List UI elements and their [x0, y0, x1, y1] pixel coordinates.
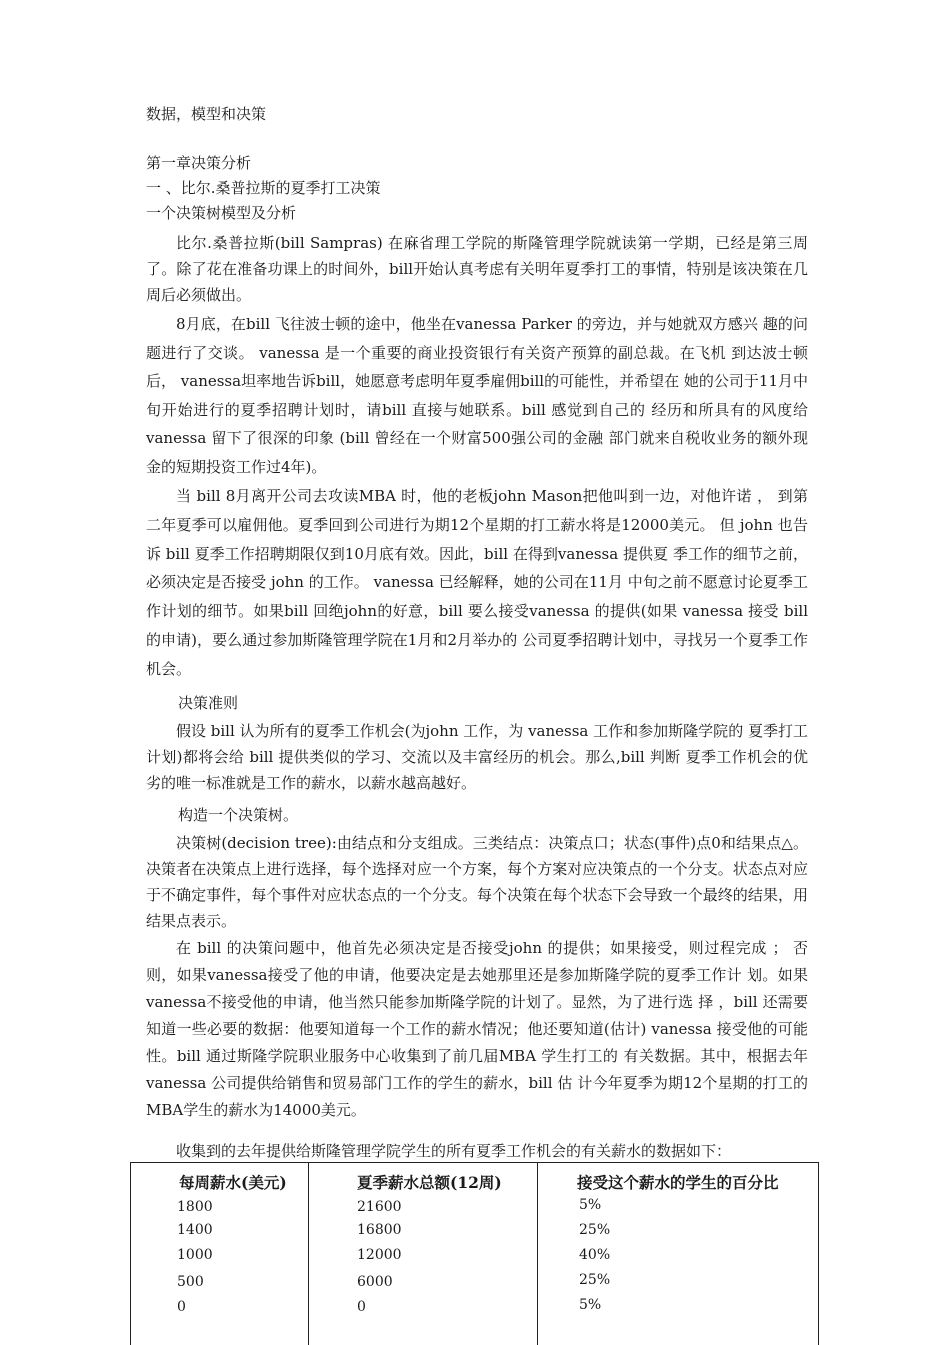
table-cell: 0	[177, 1299, 186, 1315]
paragraph-data-intro: 收集到的去年提供给斯隆管理学院学生的所有夏季工作机会的有关薪水的数据如下：	[176, 1142, 732, 1160]
section-heading: 一 、比尔.桑普拉斯的夏季打工决策	[146, 179, 381, 197]
table-cell: 40%	[579, 1247, 611, 1263]
chapter-heading: 第一章决策分析	[146, 154, 252, 172]
table-cell: 500	[177, 1274, 204, 1290]
table-header-summer-total: 夏季薪水总额(12周)	[357, 1173, 502, 1192]
paragraph-vanessa: 8月底，在bill 飞往波士顿的途中，他坐在vanessa Parker 的旁边，并与她就双方感兴 趣的问题进行了交谈。 vanessa 是一个重要的商业投资银行有关资产预算的副总裁。在飞机 到达波士顿后， vanessa坦率地告诉bill，她愿意考虑明年夏季雇佣bill的可能性，并希望在 她的公司于11月中旬开始进行的夏季招聘计划时，请bill 直接与她联系。bill 感觉到自己的 经历和所具有的风度给 vanessa 留下了很深的印象 (bill 曾经在一个财富500强公司的金融 部门就来自税收业务的额外现金的短期投资工作过4年)。	[146, 315, 808, 476]
table-divider	[308, 1163, 309, 1345]
paragraph-intro: 比尔.桑普拉斯(bill Sampras) 在麻省理工学院的斯隆管理学院就读第一学期，已经是第三周了。除了花在准备功课上的时间外，bill开始认真考虑有关明年夏季打工的事情，特别是该决策在几周后必须做出。	[146, 234, 808, 304]
table-cell: 21600	[357, 1199, 402, 1215]
paragraph-criteria: 假设 bill 认为所有的夏季工作机会(为john 工作，为 vanessa 工作和参加斯隆学院的 夏季打工计划)都将会给 bill 提供类似的学习、交流以及丰富经历的机会。那么,bill 判断 夏季工作机会的优劣的唯一标准就是工作的薪水，以薪水越高越好。	[146, 722, 808, 792]
table-cell: 1800	[177, 1199, 213, 1215]
paragraph-decision-tree-definition: 决策树(decision tree):由结点和分支组成。三类结点：决策点口；状态(事件)点0和结果点△。决策者在决策点上进行选择，每个选择对应一个方案，每个方案对应决策点的一个分支。状态点对应于不确定事件，每个事件对应状态点的一个分支。每个决策在每个状态下会导致一个最终的结果，用结果点表示。	[146, 834, 808, 930]
table-cell: 25%	[579, 1222, 611, 1238]
table-divider	[537, 1163, 538, 1345]
table-cell: 12000	[357, 1247, 402, 1263]
table-cell: 5%	[579, 1197, 602, 1213]
table-cell: 6000	[357, 1274, 393, 1290]
table-cell: 25%	[579, 1272, 611, 1288]
paragraph-john-offer: 当 bill 8月离开公司去攻读MBA 时，他的老板john Mason把他叫到一边，对他许诺 ， 到第二年夏季可以雇佣他。夏季回到公司进行为期12个星期的打工薪水将是12000美元。 但 john 也告诉 bill 夏季工作招聘期限仅到10月底有效。因此，bill 在得到vanessa 提供夏 季工作的细节之前，必须决定是否接受 john 的工作。 vanessa 已经解释，她的公司在11月 中旬之前不愿意讨论夏季工作计划的细节。如果bill 回绝john的好意，bill 要么接受vanessa 的提供(如果 vanessa 接受 bill 的申请)，要么通过参加斯隆管理学院在1月和2月举办的 公司夏季招聘计划中，寻找另一个夏季工作机会。	[146, 487, 808, 678]
paragraph-bill-decision: 在 bill 的决策问题中，他首先必须决定是否接受john 的提供；如果接受，则过程完成 ； 否则，如果vanessa接受了他的申请，他要决定是去她那里还是参加斯隆学院的夏季工作计 划。如果 vanessa不接受他的申请，他当然只能参加斯隆学院的计划了。显然，为了进行选 择 ，bill 还需要知道一些必要的数据：他要知道每一个工作的薪水情况；他还要知道(估计) vanessa 接受他的可能性。bill 通过斯隆学院职业服务中心收集到了前几届MBA 学生打工的 有关数据。其中，根据去年 vanessa 公司提供给销售和贸易部门工作的学生的薪水，bill 估 计今年夏季为期12个星期的打工的 MBA学生的薪水为14000美元。	[146, 939, 808, 1119]
table-cell: 1400	[177, 1222, 213, 1238]
table-cell: 1000	[177, 1247, 213, 1263]
table-header-percentage: 接受这个薪水的学生的百分比	[577, 1173, 779, 1192]
document-title: 数据，模型和决策	[146, 105, 267, 123]
decision-criteria-heading: 决策准则	[178, 694, 239, 712]
subsection-heading: 一个决策树模型及分析	[146, 204, 297, 222]
build-tree-heading: 构造一个决策树。	[178, 806, 299, 824]
table-cell: 16800	[357, 1222, 402, 1238]
table-cell: 5%	[579, 1297, 602, 1313]
table-header-weekly-salary: 每周薪水(美元)	[179, 1173, 287, 1192]
salary-table	[130, 1162, 819, 1345]
table-cell: 0	[357, 1299, 366, 1315]
